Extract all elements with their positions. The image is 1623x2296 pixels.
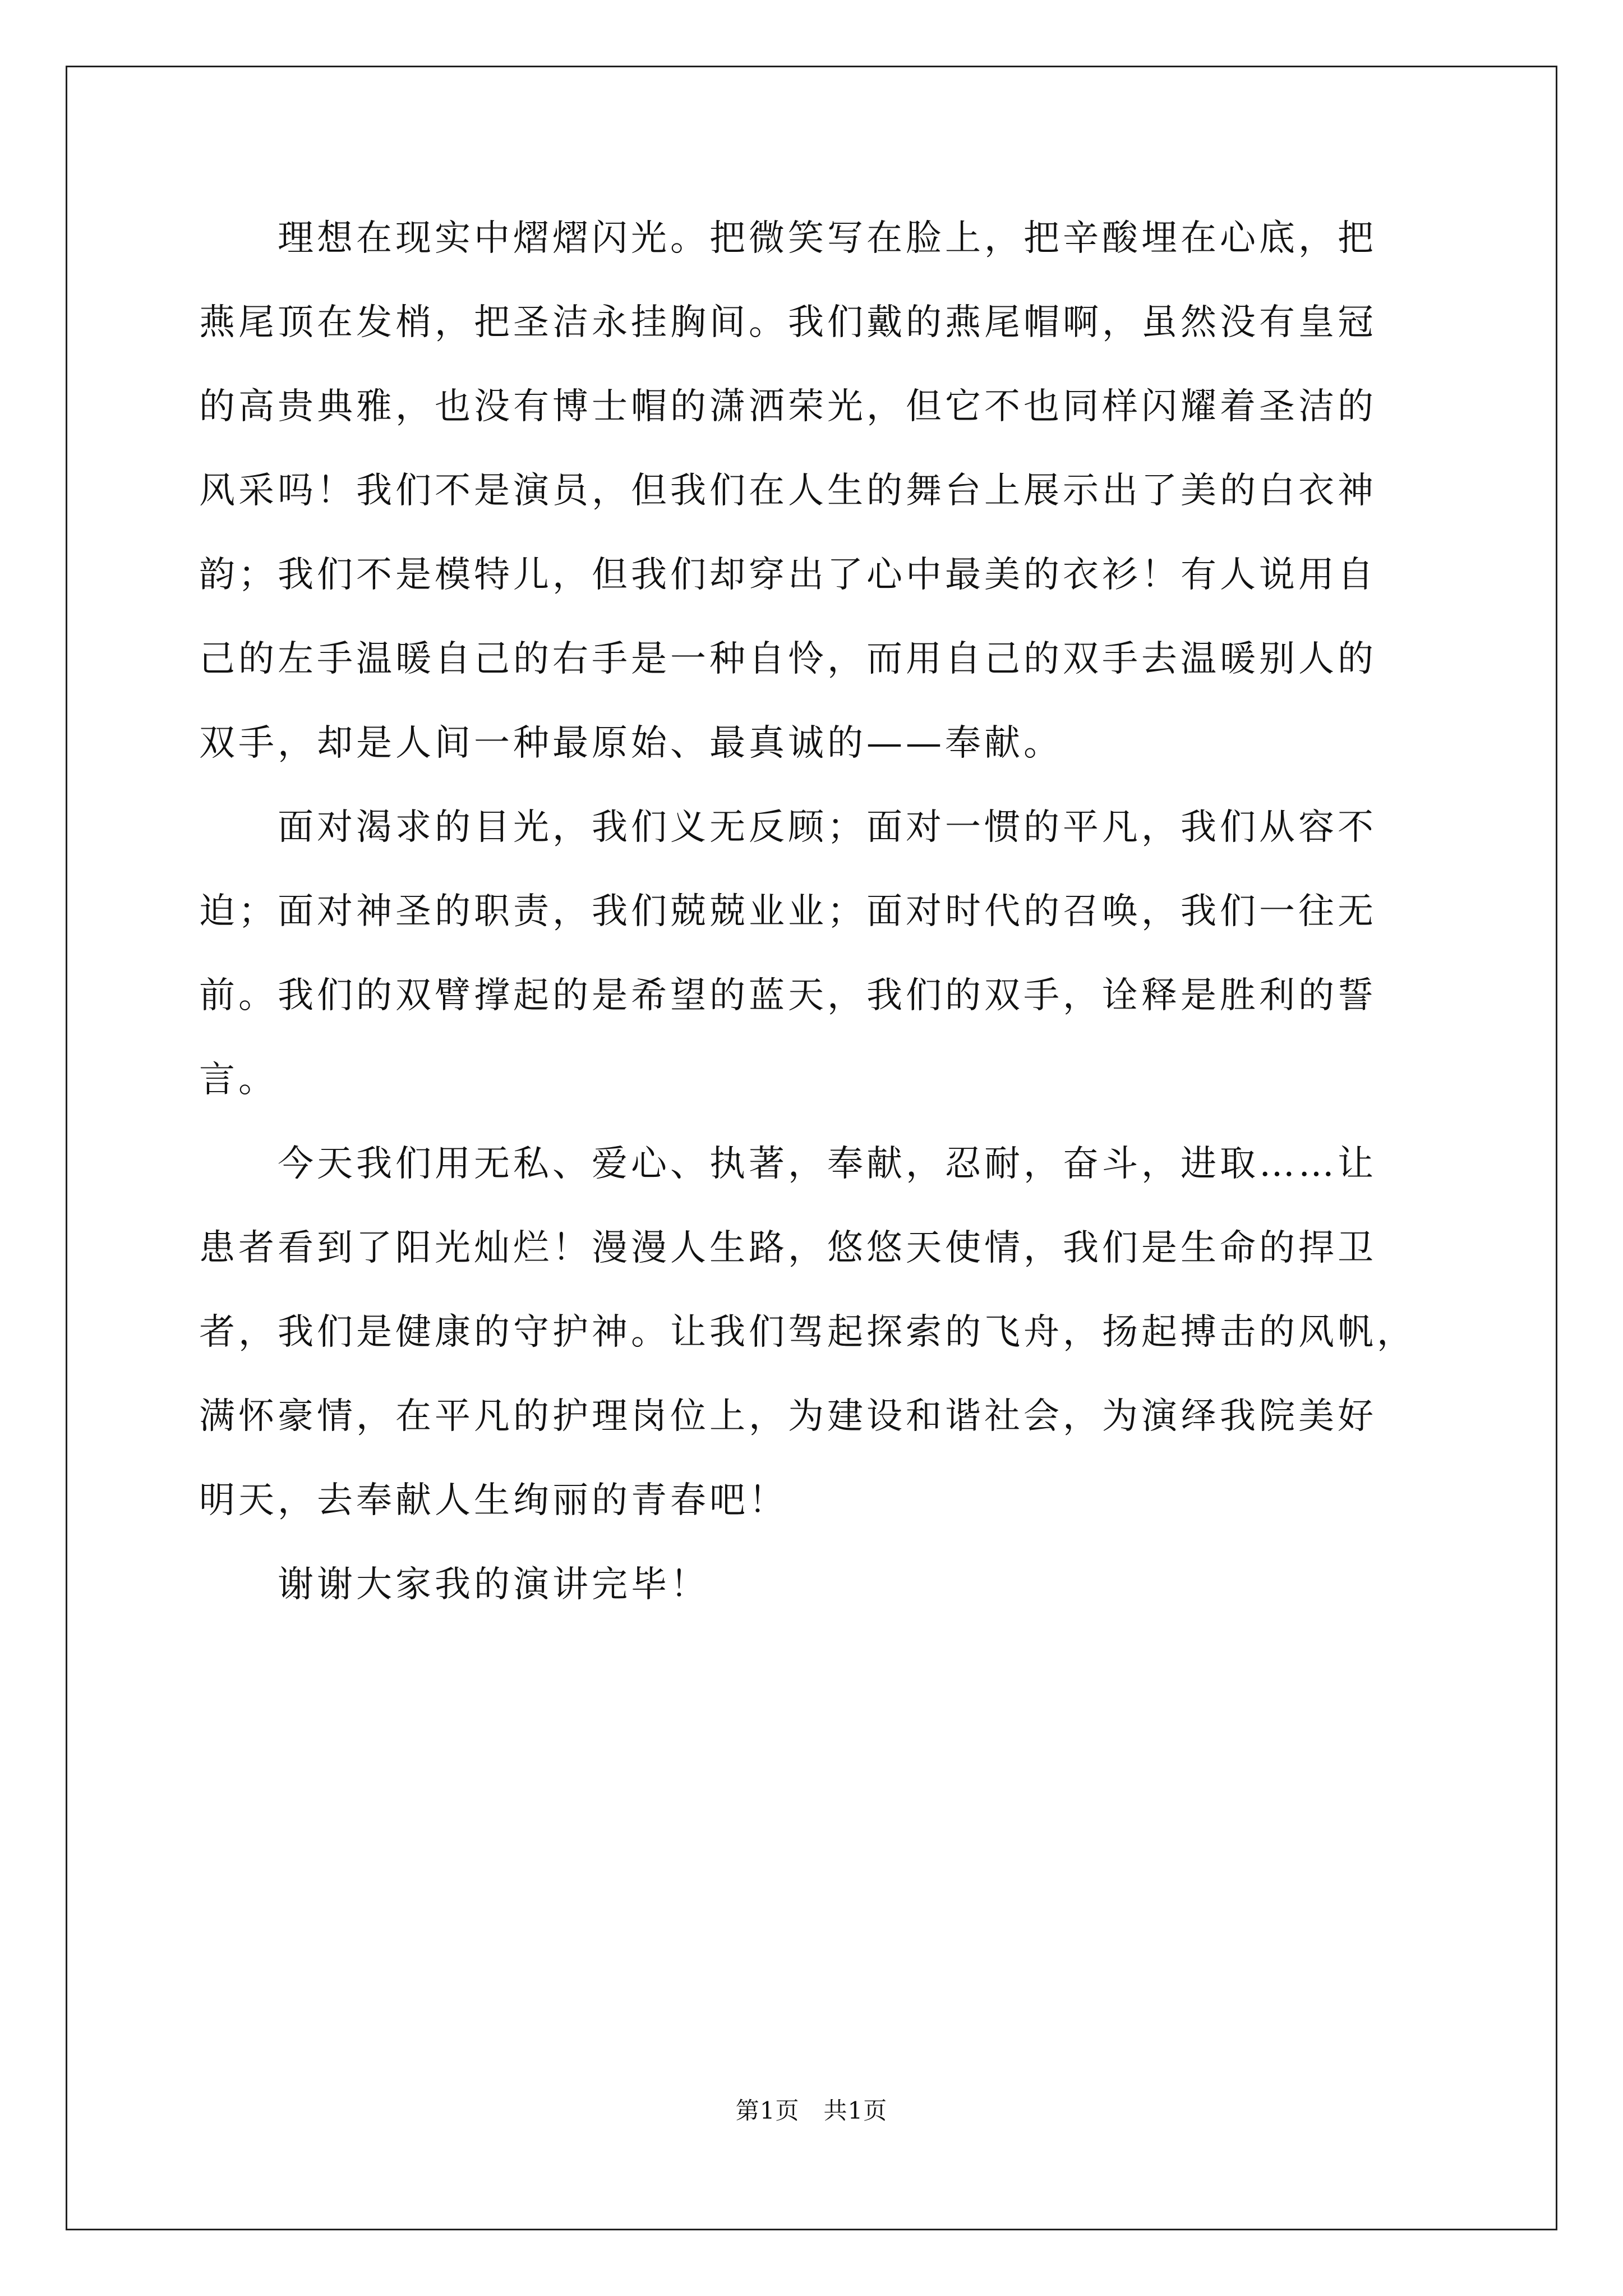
- text-line: 理想在现实中熠熠闪光。把微笑写在脸上，把辛酸埋在心底，把: [199, 218, 1377, 259]
- text-line: 己的左手温暖自己的右手是一种自怜，而用自己的双手去温暖别人的: [199, 638, 1377, 680]
- text-line: 谢谢大家我的演讲完毕！: [199, 1564, 709, 1605]
- page-number-footer: 第1页 共1页: [735, 2097, 888, 2124]
- text-line: 患者看到了阳光灿烂！漫漫人生路，悠悠天使情，我们是生命的捍卫: [199, 1227, 1377, 1269]
- text-line: 者，我们是健康的守护神。让我们驾起探索的飞舟，扬起搏击的风帆，: [199, 1312, 1416, 1353]
- text-line: 燕尾顶在发梢，把圣洁永挂胸间。我们戴的燕尾帽啊，虽然没有皇冠: [199, 302, 1377, 343]
- text-line: 风采吗！我们不是演员，但我们在人生的舞台上展示出了美的白衣神: [199, 470, 1377, 512]
- text-line: 迫；面对神圣的职责，我们兢兢业业；面对时代的召唤，我们一往无: [199, 891, 1377, 932]
- text-line: 前。我们的双臂撑起的是希望的蓝天，我们的双手，诠释是胜利的誓: [199, 975, 1377, 1016]
- text-line: 面对渴求的目光，我们义无反顾；面对一惯的平凡，我们从容不: [199, 807, 1377, 848]
- text-line: 韵；我们不是模特儿，但我们却穿出了心中最美的衣衫！有人说用自: [199, 554, 1377, 596]
- text-line: 今天我们用无私、爱心、执著，奉献，忍耐，奋斗，进取……让: [199, 1143, 1377, 1185]
- text-line: 言。: [199, 1059, 278, 1101]
- text-line: 双手，却是人间一种最原始、最真诚的——奉献。: [199, 723, 1063, 764]
- text-line: 满怀豪情，在平凡的护理岗位上，为建设和谐社会，为演绎我院美好: [199, 1396, 1377, 1437]
- text-line: 明天，去奉献人生绚丽的青春吧！: [199, 1480, 788, 1521]
- text-line: 的高贵典雅，也没有博士帽的潇洒荣光，但它不也同样闪耀着圣洁的: [199, 386, 1377, 427]
